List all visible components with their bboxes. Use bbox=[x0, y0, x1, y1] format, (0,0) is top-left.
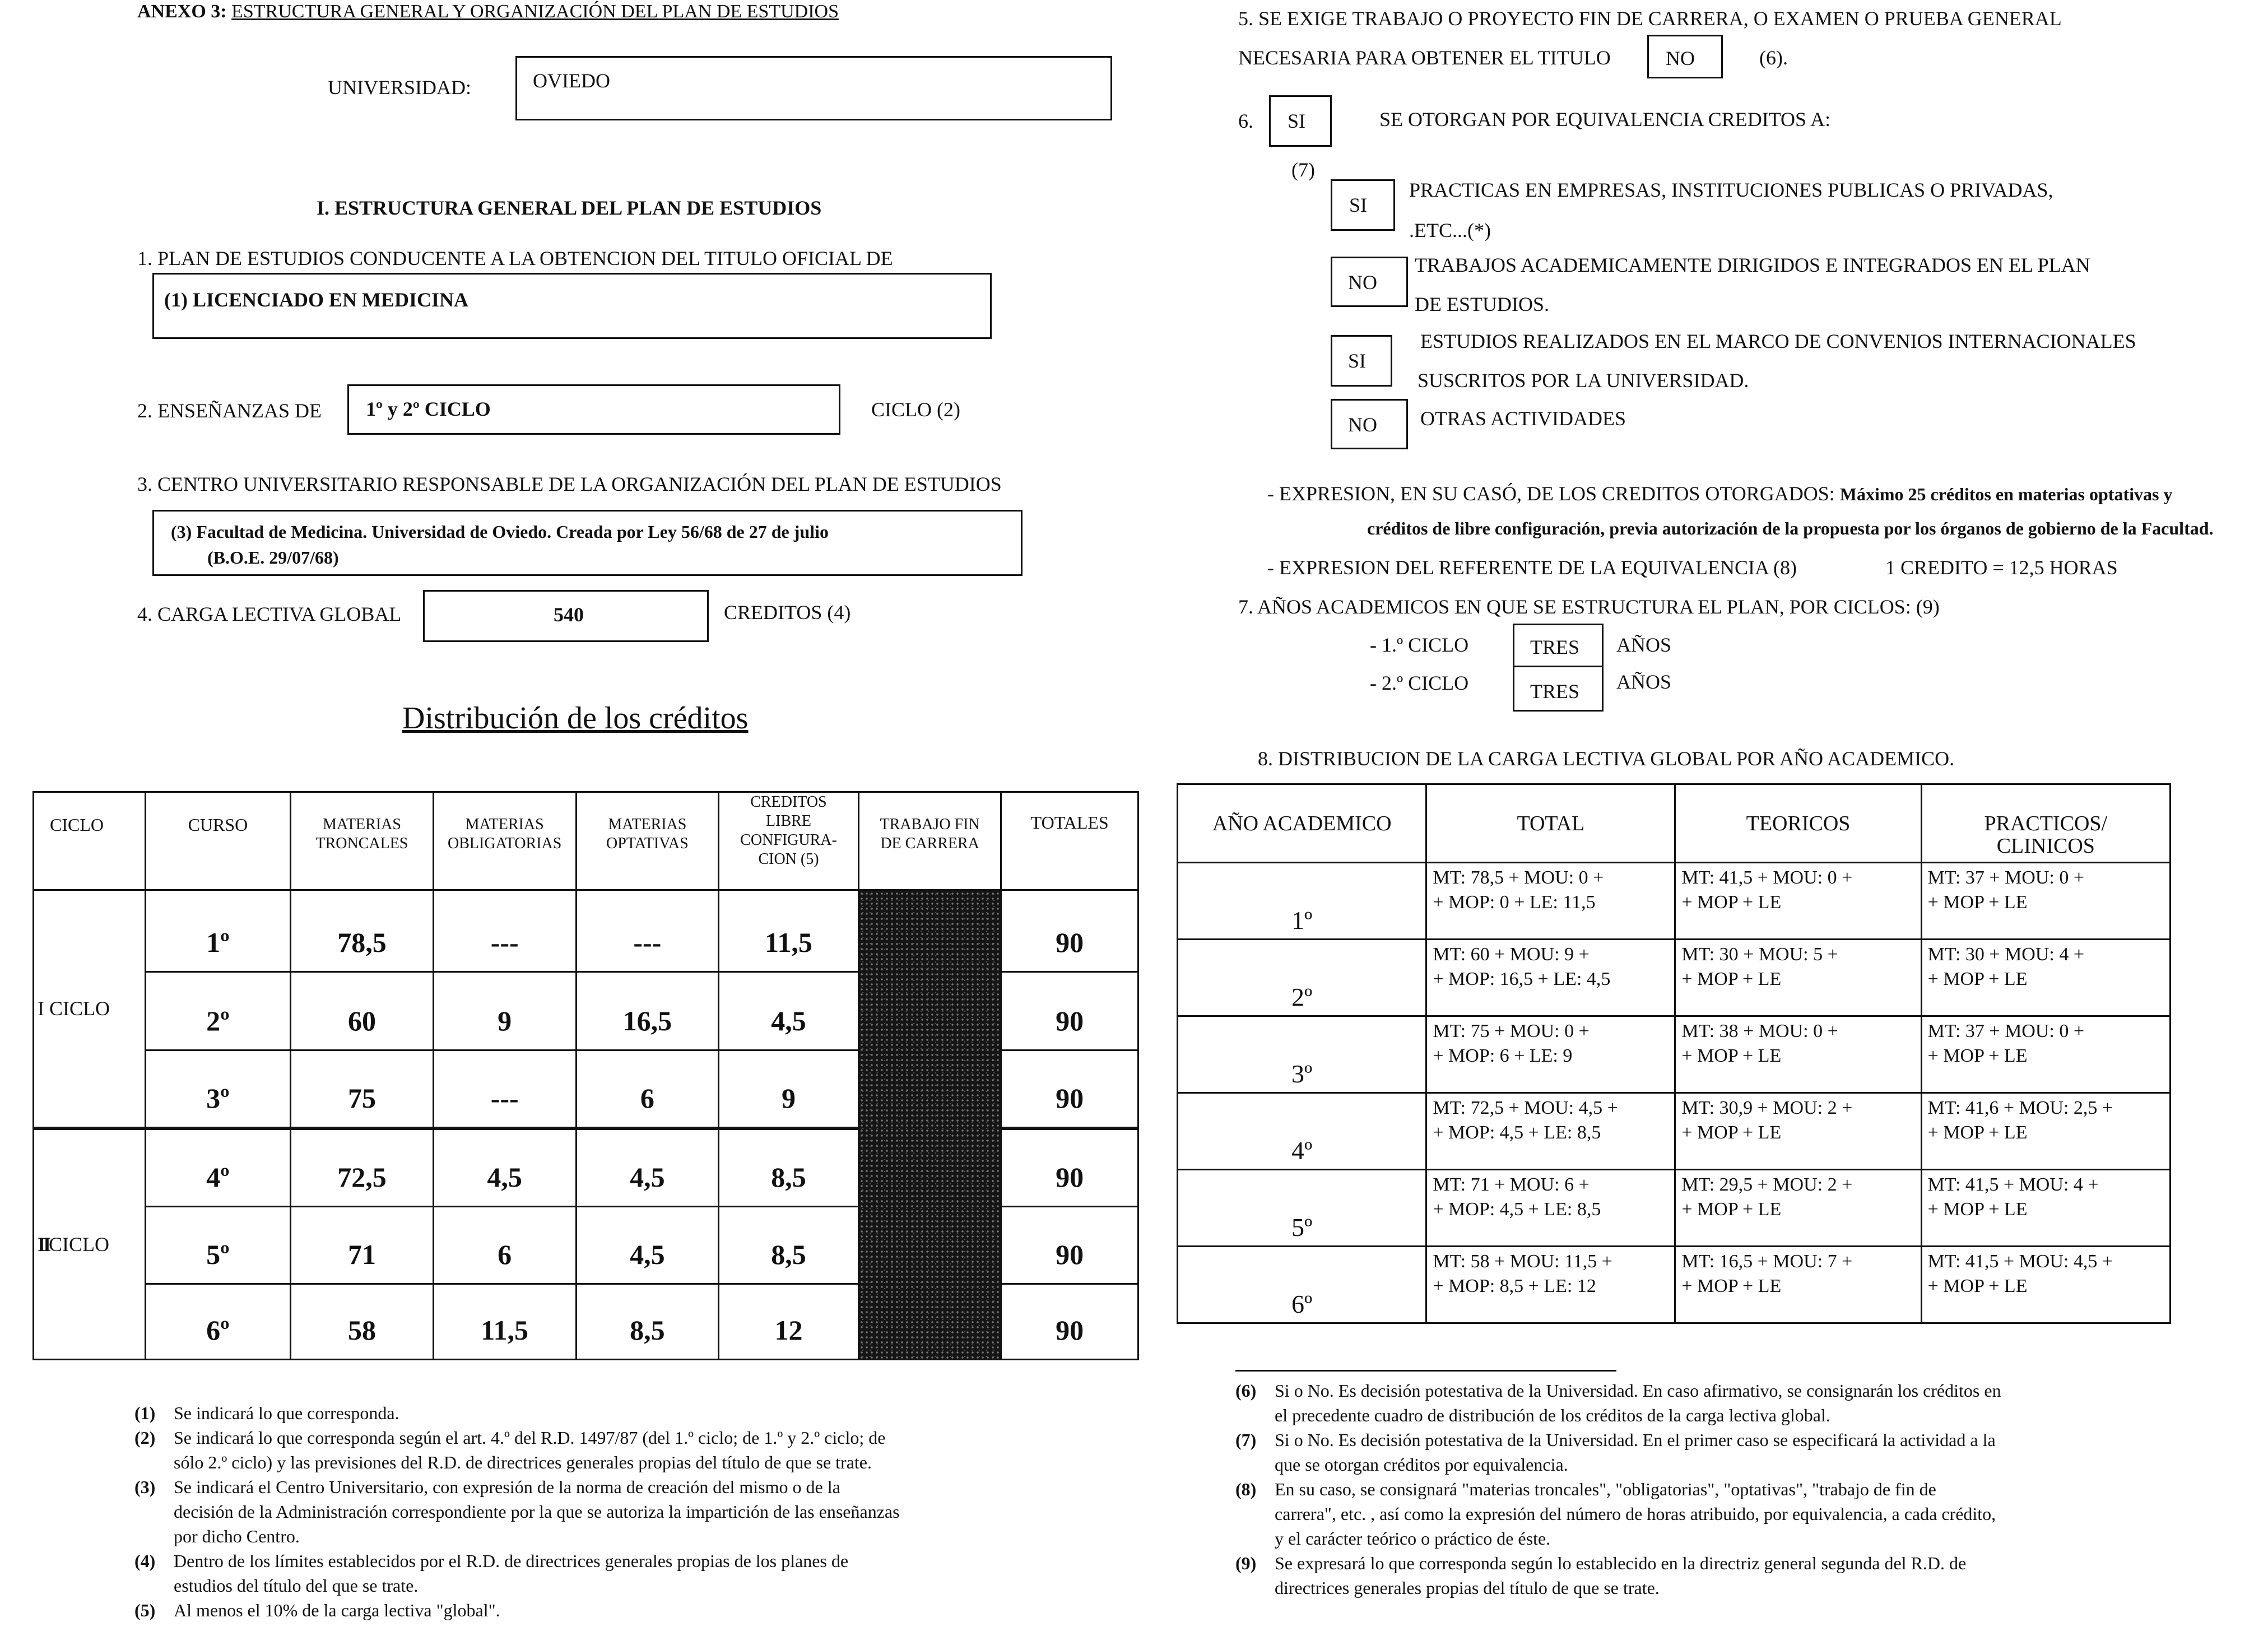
q4-value: 540 bbox=[554, 603, 584, 626]
expr1 bbox=[1267, 482, 2172, 505]
equiv-convenios-line2: SUSCRITOS POR LA UNIVERSIDAD. bbox=[1418, 369, 1749, 392]
dist-curso: 2º bbox=[145, 972, 290, 1050]
right-footnotes: (6) Si o No. Es decisión potestativa de la Universidad. En caso afirmativo, se consignarán los créditos en el precedente cuadro de distribución de los créditos de la carga lectiva global. (7) Si o No. Es decisión potestativa de la Universidad. En el primer caso se especificará la actividad a la que se otorgan créditos por equivalencia. (8) En su caso, se consignará "materias troncales", "obligatorias", "optativas", "trabajo de fin de carrera", etc. , así como la expresión del número de horas atribuido, por equivalencia, a cada crédito, y el carácter teórico o práctico de éste. (9) Se expresará lo que corresponda según lo establecido en la directriz general segunda del R.D. de directrices generales propias del título de que se trate. bbox=[1235, 1380, 2001, 1598]
dist-troncales: 58 bbox=[291, 1284, 434, 1360]
year-practicos: MT: 37 + MOU: 0 + + MOP + LE bbox=[1921, 863, 2170, 940]
year-label: 6º bbox=[1178, 1247, 1426, 1323]
q6-ref: (7) bbox=[1291, 159, 1315, 181]
q2-suffix: CICLO (2) bbox=[871, 398, 960, 421]
anexo-label: ANEXO 3: bbox=[137, 1, 227, 22]
dist-header-ciclo: CICLO bbox=[34, 792, 146, 890]
dist-optativas: 16,5 bbox=[576, 972, 719, 1050]
equiv-otras-field: NO bbox=[1331, 399, 1408, 449]
q5-field bbox=[1647, 35, 1723, 78]
year-row bbox=[1178, 1170, 2171, 1247]
year-total: MT: 72,5 + MOU: 4,5 + + MOP: 4,5 + LE: 8,5 bbox=[1426, 1093, 1675, 1170]
equiv-trabajos-field: NO bbox=[1331, 257, 1408, 307]
equiv-practicas-field: SI bbox=[1331, 179, 1395, 231]
section-title: I. ESTRUCTURA GENERAL DEL PLAN DE ESTUDIOS bbox=[317, 197, 822, 219]
dist-obligatorias: --- bbox=[433, 1050, 576, 1128]
dist-troncales: 71 bbox=[291, 1207, 434, 1284]
dist-libre: 9 bbox=[719, 1050, 859, 1128]
year-label: 3º bbox=[1178, 1016, 1426, 1093]
dist-totales: 90 bbox=[1001, 890, 1138, 972]
year-total: MT: 58 + MOU: 11,5 + + MOP: 8,5 + LE: 12 bbox=[1426, 1247, 1675, 1323]
q5-ref: (6). bbox=[1759, 47, 1788, 69]
dist-totales: 90 bbox=[1001, 1050, 1138, 1128]
q5-line2: NECESARIA PARA OBTENER EL TITULO bbox=[1238, 47, 1611, 69]
trabajo-fin-shaded-cell bbox=[858, 890, 1001, 1360]
year-total: MT: 75 + MOU: 0 + + MOP: 6 + LE: 9 bbox=[1426, 1016, 1675, 1093]
q2-value: 1º y 2º CICLO bbox=[366, 398, 491, 420]
dist-header-libre: CREDITOS LIBRE CONFIGURA- CION (5) bbox=[719, 792, 859, 890]
q7-c1-label: - 1.º CICLO bbox=[1370, 634, 1469, 656]
q1-value: (1) LICENCIADO EN MEDICINA bbox=[164, 289, 469, 311]
year-header-total: TOTAL bbox=[1426, 784, 1675, 863]
year-label: 2º bbox=[1178, 940, 1426, 1016]
dist-header-troncales: MATERIAS TRONCALES bbox=[291, 792, 434, 890]
equiv-convenios-line1: ESTUDIOS REALIZADOS EN EL MARCO DE CONVENIOS INTERNACIONALES bbox=[1420, 330, 2136, 352]
q6-value: SI bbox=[1288, 110, 1306, 132]
equiv-convenios-field: SI bbox=[1331, 335, 1392, 387]
ciclo-2-mark: II bbox=[38, 1233, 49, 1256]
q4-label: 4. CARGA LECTIVA GLOBAL bbox=[137, 603, 402, 625]
year-header-practicos: PRACTICOS/ CLINICOS bbox=[1921, 784, 2170, 863]
universidad-value: OVIEDO bbox=[533, 69, 610, 92]
year-row bbox=[1178, 940, 2171, 1016]
dist-libre: 8,5 bbox=[719, 1207, 859, 1284]
year-teoricos: MT: 16,5 + MOU: 7 + + MOP + LE bbox=[1675, 1247, 1921, 1323]
dist-header-curso: CURSO bbox=[145, 792, 290, 890]
equiv-trabajos-line1: TRABAJOS ACADEMICAMENTE DIRIGIDOS E INTEGRADOS EN EL PLAN bbox=[1415, 254, 2090, 276]
dist-curso: 5º bbox=[145, 1207, 290, 1284]
dist-curso: 6º bbox=[145, 1284, 290, 1360]
ciclo-1-label: I CICLO bbox=[34, 890, 146, 1128]
universidad-label: UNIVERSIDAD: bbox=[328, 76, 471, 99]
dist-troncales: 60 bbox=[291, 972, 434, 1050]
dist-header-optativas: MATERIAS OPTATIVAS bbox=[576, 792, 719, 890]
dist-troncales: 72,5 bbox=[291, 1128, 434, 1207]
year-label: 5º bbox=[1178, 1170, 1426, 1247]
year-row bbox=[1178, 863, 2171, 940]
year-row bbox=[1178, 1247, 2171, 1323]
dist-curso: 1º bbox=[145, 890, 290, 972]
q7-c2-unit: AÑOS bbox=[1616, 671, 1672, 693]
year-teoricos: MT: 30,9 + MOU: 2 + + MOP + LE bbox=[1675, 1093, 1921, 1170]
credit-distribution-table bbox=[32, 791, 1139, 1360]
year-header-row bbox=[1178, 784, 2171, 863]
year-practicos: MT: 41,5 + MOU: 4,5 + + MOP + LE bbox=[1921, 1247, 2170, 1323]
dist-header-trabajo: TRABAJO FIN DE CARRERA bbox=[858, 792, 1001, 890]
q6-label: SE OTORGAN POR EQUIVALENCIA CREDITOS A: bbox=[1379, 108, 1831, 131]
dist-title: Distribución de los créditos bbox=[402, 701, 749, 736]
dist-optativas: 4,5 bbox=[576, 1207, 719, 1284]
ciclo-2-label: IICICLO bbox=[34, 1128, 146, 1360]
year-row bbox=[1178, 1016, 2171, 1093]
q1-field bbox=[152, 273, 992, 339]
q7-label: 7. AÑOS ACADEMICOS EN QUE SE ESTRUCTURA EL PLAN, POR CICLOS: (9) bbox=[1238, 596, 1940, 618]
expr1-value-line1: Máximo 25 créditos en materias optativas y bbox=[1839, 484, 2173, 504]
equiv-trabajos-line2: DE ESTUDIOS. bbox=[1415, 293, 1549, 315]
dist-totales: 90 bbox=[1001, 972, 1138, 1050]
q1-label: 1. PLAN DE ESTUDIOS CONDUCENTE A LA OBTENCION DEL TITULO OFICIAL DE bbox=[137, 247, 893, 269]
expr2-value: 1 CREDITO = 12,5 HORAS bbox=[1885, 556, 2118, 579]
dist-libre: 11,5 bbox=[719, 890, 859, 972]
year-teoricos: MT: 30 + MOU: 5 + + MOP + LE bbox=[1675, 940, 1921, 1016]
anexo-title: ESTRUCTURA GENERAL Y ORGANIZACIÓN DEL PLAN DE ESTUDIOS bbox=[231, 1, 839, 22]
q7-c1-value: TRES bbox=[1530, 636, 1580, 658]
q7-c2-field bbox=[1513, 666, 1604, 712]
q4-field bbox=[423, 590, 709, 642]
dist-totales: 90 bbox=[1001, 1128, 1138, 1207]
equiv-practicas-line2: .ETC...(*) bbox=[1409, 219, 1491, 241]
year-total: MT: 78,5 + MOU: 0 + + MOP: 0 + LE: 11,5 bbox=[1426, 863, 1675, 940]
dist-optativas: 4,5 bbox=[576, 1128, 719, 1207]
dist-obligatorias: 4,5 bbox=[433, 1128, 576, 1207]
dist-libre: 4,5 bbox=[719, 972, 859, 1050]
year-total: MT: 60 + MOU: 9 + + MOP: 16,5 + LE: 4,5 bbox=[1426, 940, 1675, 1016]
dist-totales: 90 bbox=[1001, 1284, 1138, 1360]
year-total: MT: 71 + MOU: 6 + + MOP: 4,5 + LE: 8,5 bbox=[1426, 1170, 1675, 1247]
q3-label: 3. CENTRO UNIVERSITARIO RESPONSABLE DE LA ORGANIZACIÓN DEL PLAN DE ESTUDIOS bbox=[137, 473, 1002, 495]
expr1-label: - EXPRESION, EN SU CASÓ, DE LOS CREDITOS OTORGADOS: bbox=[1267, 482, 1835, 505]
q8-label: 8. DISTRIBUCION DE LA CARGA LECTIVA GLOBAL POR AÑO ACADEMICO. bbox=[1258, 747, 1955, 770]
universidad-field bbox=[515, 56, 1112, 120]
dist-header-totales: TOTALES bbox=[1001, 792, 1138, 890]
q6-num: 6. bbox=[1238, 110, 1253, 132]
dist-optativas: 6 bbox=[576, 1050, 719, 1128]
dist-totales: 90 bbox=[1001, 1207, 1138, 1284]
dist-curso: 3º bbox=[145, 1050, 290, 1128]
q6-field bbox=[1269, 95, 1332, 147]
year-teoricos: MT: 38 + MOU: 0 + + MOP + LE bbox=[1675, 1016, 1921, 1093]
year-header-ano: AÑO ACADEMICO bbox=[1178, 784, 1426, 863]
q7-c1-field bbox=[1513, 624, 1604, 667]
year-label: 4º bbox=[1178, 1093, 1426, 1170]
dist-obligatorias: 6 bbox=[433, 1207, 576, 1284]
q7-c2-label: - 2.º CICLO bbox=[1370, 672, 1469, 694]
dist-optativas: --- bbox=[576, 890, 719, 972]
year-teoricos: MT: 41,5 + MOU: 0 + + MOP + LE bbox=[1675, 863, 1921, 940]
dist-obligatorias: 11,5 bbox=[433, 1284, 576, 1360]
dist-curso: 4º bbox=[145, 1128, 290, 1207]
dist-obligatorias: 9 bbox=[433, 972, 576, 1050]
equiv-practicas-line1: PRACTICAS EN EMPRESAS, INSTITUCIONES PUBLICAS O PRIVADAS, bbox=[1409, 179, 2053, 201]
q2-field bbox=[347, 384, 840, 435]
q3-field bbox=[152, 510, 1023, 576]
q2-label: 2. ENSEÑANZAS DE bbox=[137, 399, 322, 422]
dist-optativas: 8,5 bbox=[576, 1284, 719, 1360]
dist-troncales: 75 bbox=[291, 1050, 434, 1128]
dist-header-obligatorias: MATERIAS OBLIGATORIAS bbox=[433, 792, 576, 890]
dist-row bbox=[34, 890, 1138, 972]
q3-value-line2: (B.O.E. 29/07/68) bbox=[207, 547, 339, 568]
q7-c2-value: TRES bbox=[1530, 680, 1580, 703]
year-practicos: MT: 41,5 + MOU: 4 + + MOP + LE bbox=[1921, 1170, 2170, 1247]
left-footnotes: (1) Se indicará lo que corresponda. (2) Se indicará lo que corresponda según el art. 4.º del R.D. 1497/87 (del 1.º ciclo; de 1.º y 2.º ciclo; de sólo 2.º ciclo) y las previsiones del R.D. de directrices generales propias del título de que se trate. (3) Se indicará el Centro Universitario, con expresión de la norma de creación del mismo o de la decisión de la Administración correspondiente por la que se autoriza la impartición de las enseñanzas por dicho Centro. (4) Dentro de los límites establecidos por el R.D. de directrices generales propias de los planes de estudios del título del que se trate. (5) Al menos el 10% de la carga lectiva "global". bbox=[134, 1403, 900, 1620]
year-practicos: MT: 37 + MOU: 0 + + MOP + LE bbox=[1921, 1016, 2170, 1093]
year-header-teoricos: TEORICOS bbox=[1675, 784, 1921, 863]
dist-obligatorias: --- bbox=[433, 890, 576, 972]
equiv-otras-line1: OTRAS ACTIVIDADES bbox=[1420, 407, 1626, 430]
year-teoricos: MT: 29,5 + MOU: 2 + + MOP + LE bbox=[1675, 1170, 1921, 1247]
year-practicos: MT: 41,6 + MOU: 2,5 + + MOP + LE bbox=[1921, 1093, 2170, 1170]
expr2-label: - EXPRESION DEL REFERENTE DE LA EQUIVALENCIA (8) bbox=[1267, 556, 1797, 579]
expr1-value-line2: créditos de libre configuración, previa autorización de la propuesta por los órganos de gobierno de la Facultad. bbox=[1367, 518, 2214, 538]
q5-line1: 5. SE EXIGE TRABAJO O PROYECTO FIN DE CARRERA, O EXAMEN O PRUEBA GENERAL bbox=[1238, 7, 2062, 30]
year-label: 1º bbox=[1178, 863, 1426, 940]
dist-libre: 12 bbox=[719, 1284, 859, 1360]
year-practicos: MT: 30 + MOU: 4 + + MOP + LE bbox=[1921, 940, 2170, 1016]
annual-load-table bbox=[1177, 783, 2171, 1324]
q4-suffix: CREDITOS (4) bbox=[724, 601, 851, 624]
footnote-divider bbox=[1235, 1370, 1616, 1372]
dist-troncales: 78,5 bbox=[291, 890, 434, 972]
dist-libre: 8,5 bbox=[719, 1128, 859, 1207]
anexo-heading bbox=[137, 1, 839, 22]
year-row bbox=[1178, 1093, 2171, 1170]
q7-c1-unit: AÑOS bbox=[1616, 634, 1672, 656]
dist-header-row bbox=[34, 792, 1138, 890]
q3-value-line1: (3) Facultad de Medicina. Universidad de Oviedo. Creada por Ley 56/68 de 27 de julio bbox=[171, 522, 829, 542]
q5-value: NO bbox=[1666, 47, 1695, 69]
